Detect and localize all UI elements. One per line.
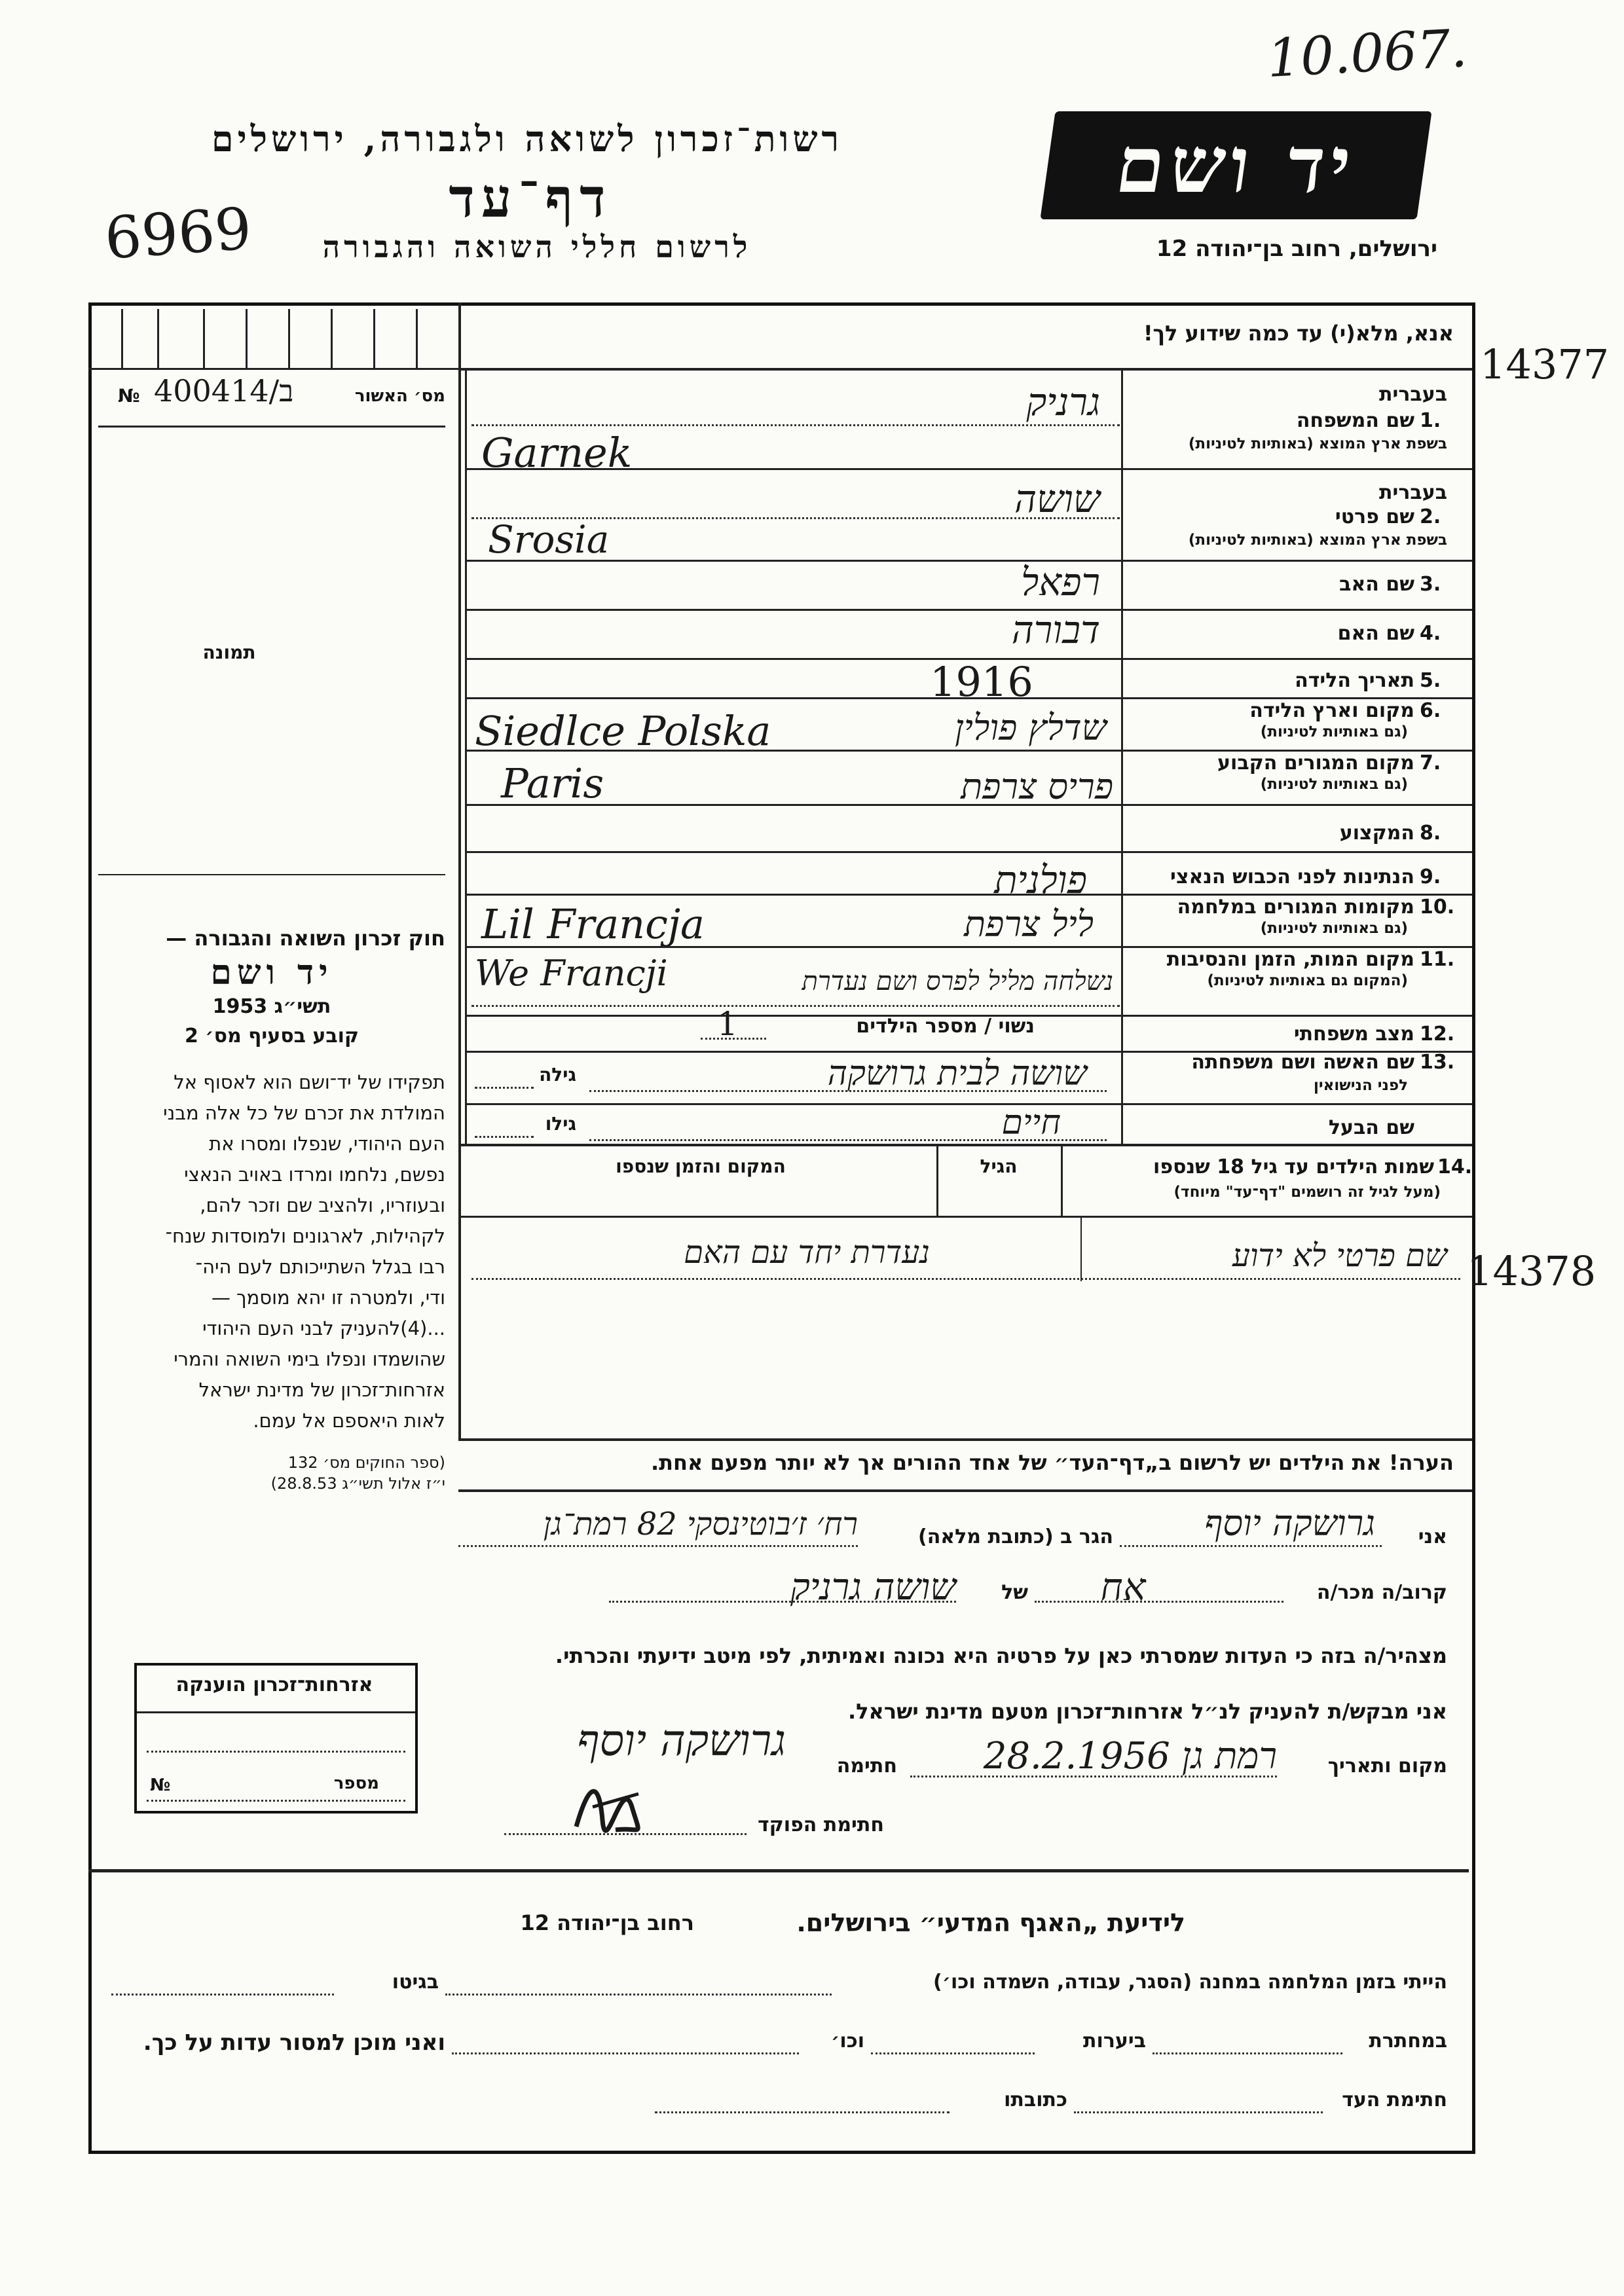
f2-sub: בשפת ארץ המוצא (באותיות לטיניות) — [1188, 532, 1447, 549]
f14-num: 14. — [1437, 1156, 1473, 1178]
f14-label: שמות הילדים עד גיל 18 שנספו — [1153, 1156, 1434, 1178]
instruction: אנא, מלא(י) עד כמה שידוע לך! — [1143, 321, 1454, 346]
decl-relation: אח — [1100, 1565, 1146, 1609]
f13-label: שם האשה ושם משפחתה — [1191, 1051, 1414, 1074]
f5-value: 1916 — [930, 658, 1033, 706]
law-line: תפקידו של יד־ושם הוא לאסוף אל — [174, 1071, 445, 1093]
decl-address: רח׳ ז׳בוטינסקי 82 רמת־גן — [543, 1506, 858, 1542]
decl-relative-label: קרוב/ה מכר/ה — [1316, 1581, 1447, 1604]
f9-num: 9. — [1420, 866, 1441, 888]
f7-num: 7. — [1420, 752, 1441, 774]
f14-col-place: המקום והזמן שנספו — [616, 1156, 786, 1177]
f11-value-he: נשלחה מליל לפרס ושם נעדרת — [802, 966, 1113, 996]
official-signature-scribble — [570, 1768, 648, 1840]
f14-sub: (מעל לגיל זה רושמים "דף־עד" מיוחד) — [1173, 1184, 1441, 1201]
f9-value: פולנית — [994, 858, 1087, 902]
law-line: אזרחות־זכרון של מדינת ישראל — [198, 1379, 445, 1401]
f13-value: שושה לבית גרושקה — [827, 1054, 1087, 1093]
law-line: המולדת את זכרם של כל אלה מבני — [163, 1102, 445, 1124]
decl-of: של — [1001, 1581, 1028, 1604]
decl-place-date: רמת גן 28.2.1956 — [983, 1735, 1277, 1777]
f2-value-he: שושה — [1014, 477, 1100, 521]
footer-line2-etc: וכו׳ — [831, 2030, 864, 2052]
law-clause: קובע בסעיף מס׳ 2 — [184, 1025, 360, 1048]
footer-line1-camp: הייתי בזמן המלחמה במחנה (הסגר, עבודה, השמדה וכו׳) — [933, 1971, 1447, 1994]
handwritten-file-number: 6969 — [102, 194, 254, 272]
law-ref: (ספר החוקים מס׳ 132 — [287, 1453, 445, 1472]
f11-label: מקום המות, הזמן והנסיבות — [1166, 948, 1414, 971]
footer-address: רחוב בן־יהודה 12 — [520, 1910, 694, 1935]
f11-num: 11. — [1420, 948, 1455, 971]
f3-value: רפאל — [1021, 560, 1100, 604]
photo-label: תמונה — [202, 642, 256, 663]
citizenship-box — [134, 1663, 418, 1813]
f8-label: המקצוע — [1339, 822, 1414, 845]
f2-hebrew-marker: בעברית — [1379, 481, 1447, 504]
f7-value-lat: Paris — [501, 759, 604, 807]
law-line: ובעוזריו, ולהציב שם וזכר להם, — [200, 1194, 445, 1216]
law-line: ודי, ולמטרה זו יהא מוסמך — — [211, 1286, 445, 1309]
f6-label: מקום וארץ הלידה — [1249, 699, 1414, 722]
f7-label: מקום המגורים הקבוע — [1217, 752, 1414, 774]
decl-request: אני מבקש/ת להעניק לנ״ל אזרחות־זכרון מטעם מדינת ישראל. — [848, 1699, 1447, 1724]
citizenship-number-label: מספר — [333, 1774, 379, 1793]
law-year: תשי״ג 1953 — [212, 995, 331, 1018]
husband-age-label: גילו — [545, 1113, 576, 1135]
husband-label: שם הבעל — [1328, 1116, 1414, 1139]
f4-value: דבורה — [1011, 608, 1100, 652]
law-line: שהושמדו ונפלו בימי השואה והמרי — [174, 1348, 445, 1370]
side-number-top: 14377 — [1480, 340, 1610, 388]
note: הערה! את הילדים יש לרשום ב„דף־העד״ של אחד ההורים אך לא יותר מפעם אחת. — [650, 1450, 1454, 1475]
decl-ani: אני — [1418, 1525, 1447, 1548]
law-line: ...(4)להעניק לבני העם היהודי — [202, 1317, 445, 1339]
f4-num: 4. — [1420, 622, 1441, 645]
footer-line1-ghetto: בגיטו — [392, 1971, 439, 1994]
yad-vashem-logo — [1040, 111, 1431, 219]
decl-name: גרושקה יוסף — [1204, 1503, 1375, 1544]
law-line: העם היהודי, שנפלו ומסרו את — [209, 1133, 445, 1155]
f6-sub: (גם באותיות לטיניות) — [1260, 723, 1408, 740]
logo-text: יד ושם — [1110, 119, 1362, 210]
footer-line3-address: כתובתו — [1004, 2088, 1067, 2111]
f7-value-he: פריס צרפת — [961, 766, 1113, 807]
law-line: לקהילות, לארגונים ולמוסדות שנח־ — [165, 1225, 445, 1247]
law-name: יד ושם — [210, 953, 333, 993]
f1-hebrew-marker: בעברית — [1379, 383, 1447, 406]
f12-label: מצב משפחתי — [1293, 1023, 1414, 1046]
form-title: דף־עד — [449, 167, 612, 230]
f11-value-lat: We Francji — [475, 953, 668, 994]
f5-num: 5. — [1420, 669, 1441, 692]
f12-children-count: 1 — [717, 1005, 738, 1043]
f13-sub: לפני הנישואין — [1314, 1077, 1408, 1094]
citizenship-no-sign: № — [150, 1776, 171, 1795]
f8-num: 8. — [1420, 822, 1441, 845]
f1-sub: בשפת ארץ המוצא (באותיות לטיניות) — [1188, 435, 1447, 452]
f1-value-lat: Garnek — [481, 429, 633, 477]
f14-col-age: הגיל — [980, 1156, 1018, 1177]
f5-label: תאריך הלידה — [1295, 669, 1414, 692]
document-number: 10.067. — [1265, 18, 1469, 89]
decl-signature: גרושקה יוסף — [577, 1715, 786, 1766]
f1-num: 1. — [1420, 409, 1441, 432]
form-subtitle: לרשום חללי השואה והגבורה — [322, 229, 752, 264]
side-number-bottom: 14378 — [1467, 1247, 1596, 1295]
f4-label: שם האם — [1337, 622, 1414, 645]
f10-label: מקומות המגורים במלחמה — [1177, 896, 1414, 919]
f2-label: שם פרטי — [1335, 505, 1414, 528]
f3-label: שם האב — [1339, 573, 1414, 596]
f13-age-label: גילה — [539, 1064, 576, 1085]
f10-value-he: ליל צרפת — [964, 903, 1094, 945]
org-address: ירושלים, רחוב בן־יהודה 12 — [1156, 236, 1437, 262]
husband-value: חיים — [1001, 1103, 1061, 1142]
org-name: רשות־זכרון לשואה ולגבורה, ירושלים — [211, 118, 843, 160]
footer-title: לידיעת „האגף המדעי״ בירושלים. — [796, 1908, 1185, 1937]
f2-num: 2. — [1420, 505, 1441, 528]
approval-no-sign: № — [118, 385, 140, 407]
decl-signature-label: חתימה — [836, 1755, 897, 1777]
f6-value-lat: Siedlce Polska — [475, 707, 771, 755]
law-title: חוק זכרון השואה והגבורה — — [166, 926, 445, 951]
footer-line3-signature: חתימת העד — [1342, 2088, 1447, 2111]
approval-label: מס׳ האשור — [354, 386, 445, 406]
f14-child-place: נעדרת יחד עם האם — [684, 1234, 930, 1271]
f1-value-he: גרניק — [1026, 380, 1100, 424]
law-line: רבו בגלל השתייכותם לעם היה־ — [195, 1256, 445, 1278]
law-line: לאות היאספם אל עמם. — [253, 1410, 445, 1432]
f13-num: 13. — [1420, 1051, 1455, 1074]
f3-num: 3. — [1420, 573, 1441, 596]
f12-num: 12. — [1420, 1023, 1455, 1046]
f14-child-name: שם פרטי לא ידוע — [1232, 1237, 1447, 1274]
f9-label: הנתינות לפני הכבוש הנאצי — [1170, 866, 1414, 888]
f6-value-he: שדלץ פולין — [955, 707, 1107, 748]
f6-num: 6. — [1420, 699, 1441, 722]
footer-line2-underground: במחתרת — [1369, 2030, 1447, 2052]
f1-label: שם המשפחה — [1296, 409, 1414, 432]
f11-sub: (המקום גם באותיות לטיניות) — [1207, 972, 1408, 989]
f10-num: 10. — [1420, 896, 1455, 919]
f10-sub: (גם באותיות לטיניות) — [1260, 920, 1408, 937]
law-ref: י״ז אלול תשי״ג 28.8.53) — [270, 1474, 445, 1493]
footer-line2-forests: ביערות — [1083, 2030, 1146, 2052]
footer-line2-testify: ואני מוכן למסור עדות על כך. — [143, 2030, 445, 2056]
f2-value-lat: Srosia — [488, 517, 610, 562]
approval-number: 400414/ב — [154, 373, 294, 409]
decl-declare: מצהיר/ה בזה כי העדות שמסרתי כאן על פרטיה היא נכונה ואמיתית, לפי מיטב ידיעתי והכרתי. — [555, 1643, 1447, 1668]
citizenship-title: אזרחות־זכרון הוענקה — [175, 1673, 373, 1696]
f12-options: נשוי / מספר הילדים — [856, 1015, 1035, 1038]
f10-value-lat: Lil Francja — [481, 900, 705, 948]
decl-resides-label: הגר ב (כתובת מלאה) — [917, 1525, 1113, 1548]
law-line: נפשם, נלחמו ומרדו באויב הנאצי — [184, 1163, 445, 1186]
decl-official-label: חתימת הפוקד — [758, 1813, 884, 1836]
decl-of-name: שושה גרניק — [790, 1566, 956, 1609]
f7-sub: (גם באותיות לטיניות) — [1260, 776, 1408, 793]
decl-place-date-label: מקום ותאריך — [1327, 1755, 1447, 1777]
